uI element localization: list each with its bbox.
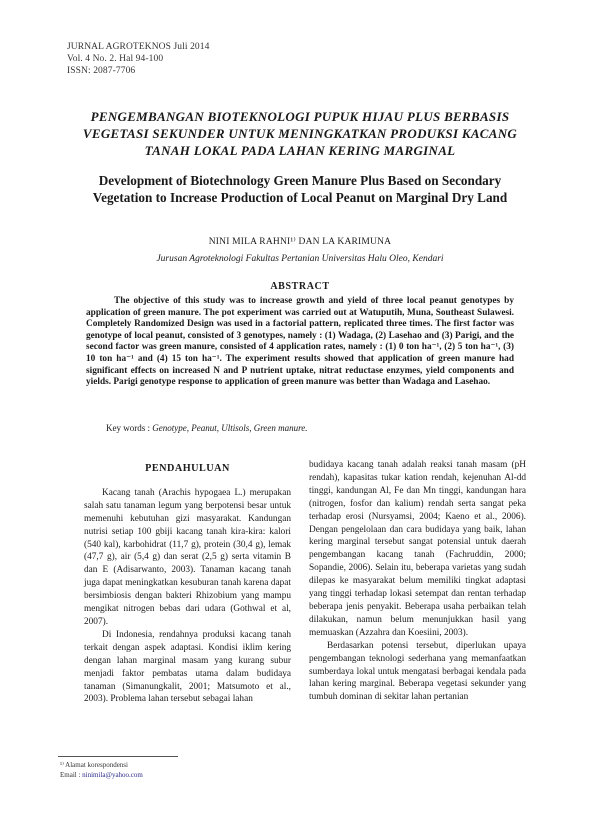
- footnote-email[interactable]: ninimila@yahoo.com: [82, 771, 143, 779]
- intro-paragraph-3: budidaya kacang tanah adalah reaksi tanah masam (pH rendah), kapasitas tukar kation rendah, kejenuhan Al-dd tinggi, kandungan Al, Fe dan Mn tinggi, kandungan hara (nitrogen, fosfor dan kalium) rendah serta sangat peka terhadap erosi (Nursyamsi, 2004; Kaeno et al., 2006). Dengan pengelolaan dan cara budidaya yang baik, lahan kering marginal tersebut sangat potensial untuk daerah pengembangan kacang tanah (Fachruddin, 2000; Sopandie, 2006). Selain itu, beberapa varietas yang sudah dilepas ke masyarakat belum memiliki tingkat adaptasi yang tinggi terhadap lokasi setempat dan rentan terhadap beberapa jenis penyakit. Beberapa usaha perbaikan telah dilakukan, namun belum menunjukkan hasil yang memuaskan (Azzahra dan Koesiini, 2003).: [309, 460, 526, 638]
- intro-paragraph-2: Di Indonesia, rendahnya produksi kacang tanah terkait dengan aspek adaptasi. Kondisi iklim kering dengan lahan marginal masam yang kurang subur menjadi faktor pembatas utama dalam budidaya tanaman (Simanungkalit, 2001; Matsumoto et al., 2003). Problema lahan tersebut sebagai lahan: [84, 629, 291, 705]
- right-column: [309, 459, 526, 704]
- affiliation: Jurusan Agroteknologi Fakultas Pertanian Universitas Halu Oleo, Kendari: [156, 254, 444, 264]
- footnote-correspondence: ¹⁾ Alamat korespondensi: [60, 761, 128, 769]
- journal-issn: ISSN: 2087-7706: [67, 66, 136, 76]
- abstract-heading: ABSTRACT: [270, 281, 330, 292]
- abstract-text: The objective of this study was to increase growth and yield of three local peanut genotypes by application of green manure. The pot experiment was carried out at Watuputih, Muna, Southeast Sulawesi. Completely Randomized Design was used in a factorial pattern, replicated three times. The first factor was genotype of local peanut, consisted of 3 genotypes, namely : (1) Wadaga, (2) Lasehao and (3) Parigi, and the second factor was green manure, consisted of 4 application rates, namely : (1) 0 ton ha⁻¹, (2) 5 ton ha⁻¹, (3) 10 ton ha⁻¹ and (4) 15 ton ha⁻¹. The experiment results showed that application of green manure had significant effects on increased N and P nutrient uptake, nitrat reductase enzymes, yield components and yields. Parigi genotype response to application of green manure was better than Wadaga and Lasehao.: [86, 296, 514, 388]
- keywords-label: Key words :: [106, 423, 150, 433]
- authors: NINI MILA RAHNI¹⁾ DAN LA KARIMUNA: [208, 237, 392, 247]
- intro-paragraph-1: Kacang tanah (Arachis hypogaea L.) merupakan salah satu tanaman legum yang berpotensi besar untuk memenuhi kebutuhan gizi masyarakat. Kandungan nutrisi setiap 100 gbiji kacang tanah kira-kira: kalori (540 kal), karbohidrat (11,7 g), protein (30,4 g), lemak (47,7 g), air (5,4 g) dan serat (2,5 g) serta vitamin B dan E (Adisarwanto, 2003). Tanaman kacang tanah juga dapat meningkatkan kesuburan tanah karena dapat bersimbiosis dengan bakteri Rhizobium yang mampu mengikat nitrogen bebas dari udara (Gothwal et al, 2007).: [84, 487, 291, 627]
- footnote-email-line: [60, 770, 143, 780]
- keywords-list: Genotype, Peanut, Ultisols, Green manure.: [152, 423, 308, 433]
- intro-paragraph-4: Berdasarkan potensi tersebut, diperlukan upaya pengembangan teknologi sederhana yang memanfaatkan sumberdaya lokal untuk mengatasi berbagai kendala pada lahan kering marginal. Beberapa vegetasi sekunder yang tumbuh dominan di sekitar lahan pertanian: [309, 640, 526, 703]
- footnote: [60, 760, 143, 780]
- keywords: [106, 423, 526, 433]
- footnote-divider: [58, 756, 178, 757]
- title-english: Development of Biotechnology Green Manure Plus Based on Secondary Vegetation to Increase Production of Local Peanut on Marginal Dry Land: [92, 173, 508, 205]
- section-heading-pendahuluan: PENDAHULUAN: [145, 463, 230, 474]
- journal-header: [67, 41, 209, 77]
- journal-volume: Vol. 4 No. 2. Hal 94-100: [67, 54, 164, 64]
- title-indonesian: PENGEMBANGAN BIOTEKNOLOGI PUPUK HIJAU PLUS BERBASIS VEGETASI SEKUNDER UNTUK MENINGKATKAN PRODUKSI KACANG TANAH LOKAL PADA LAHAN KERING MARGINAL: [82, 109, 518, 158]
- journal-name: JURNAL AGROTEKNOS Juli 2014: [67, 42, 210, 52]
- footnote-email-label: Email :: [60, 771, 81, 779]
- left-column: [84, 459, 291, 706]
